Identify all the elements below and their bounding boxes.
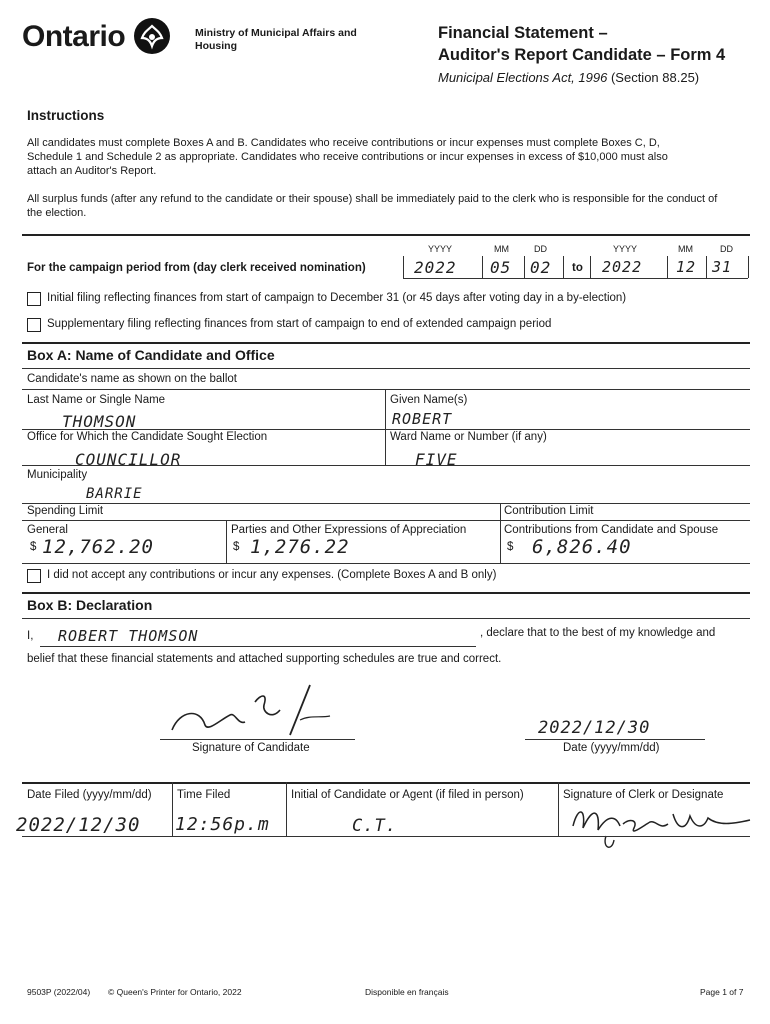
contrib-value[interactable]: 6,826.40 xyxy=(532,536,632,558)
general-value[interactable]: 12,762.20 xyxy=(42,536,154,558)
form-code: 9503P (2022/04) xyxy=(27,987,91,997)
general-dollar: $ xyxy=(30,541,37,553)
ontario-logo xyxy=(22,20,125,60)
supplementary-filing-checkbox[interactable] xyxy=(27,318,41,332)
ministry-name: Ministry of Municipal Affairs and Housing xyxy=(195,27,357,52)
parties-value[interactable]: 1,276.22 xyxy=(250,536,350,558)
page-number: Page 1 of 7 xyxy=(700,987,744,997)
period-to-dd-header: DD xyxy=(720,244,733,254)
period-to-yyyy-header: YYYY xyxy=(613,244,638,254)
form-subtitle xyxy=(438,70,699,85)
ward-value[interactable]: FIVE xyxy=(415,450,458,469)
period-to-day[interactable]: 31 xyxy=(712,258,733,276)
ward-label: Ward Name or Number (if any) xyxy=(390,431,547,443)
no-contributions-checkbox[interactable] xyxy=(27,569,41,583)
general-label: General xyxy=(27,524,68,536)
date-filed-label: Date Filed (yyyy/mm/dd) xyxy=(27,789,152,801)
initial-filing-label: Initial filing reflecting finances from start of campaign to December 31 (or 45 days after voting day in a by-election) xyxy=(47,292,627,304)
ballot-name-label: Candidate's name as shown on the ballot xyxy=(27,373,237,385)
period-to-mm-header: MM xyxy=(678,244,693,254)
divider xyxy=(22,234,750,236)
candidate-signature[interactable] xyxy=(160,680,360,740)
declaration-date[interactable]: 2022/12/30 xyxy=(538,718,651,738)
act-section: (Section 88.25) xyxy=(610,70,700,85)
contribution-limit-label: Contribution Limit xyxy=(504,505,594,517)
initial-label: Initial of Candidate or Agent (if filed in person) xyxy=(291,789,524,801)
parties-dollar: $ xyxy=(233,541,240,553)
municipality-label: Municipality xyxy=(27,469,88,481)
period-dd-header: DD xyxy=(534,244,547,254)
declarant-name[interactable]: ROBERT THOMSON xyxy=(58,627,199,645)
period-yyyy-header: YYYY xyxy=(428,244,453,254)
declaration-text: , declare that to the best of my knowledge and xyxy=(480,627,716,639)
form-title-line1: Financial Statement – xyxy=(438,24,608,42)
period-label: For the campaign period from (day clerk received nomination) xyxy=(27,262,366,274)
contrib-label: Contributions from Candidate and Spouse xyxy=(504,524,719,536)
last-name-value[interactable]: THOMSON xyxy=(62,412,137,431)
belief-text: belief that these financial statements and attached supporting schedules are true and correct. xyxy=(27,653,502,665)
declaration-i: I, xyxy=(27,630,34,642)
act-name: Municipal Elections Act, 1996 xyxy=(438,70,608,85)
office-label: Office for Which the Candidate Sought Election xyxy=(27,431,268,443)
form-title-line2: Auditor's Report Candidate – Form 4 xyxy=(438,46,726,64)
spending-limit-label: Spending Limit xyxy=(27,505,104,517)
box-a-heading: Box A: Name of Candidate and Office xyxy=(27,347,275,363)
municipality-value[interactable]: BARRIE xyxy=(86,486,143,502)
instructions-heading: Instructions xyxy=(27,108,105,123)
time-filed-value[interactable]: 12:56p.m xyxy=(175,814,270,835)
french-availability: Disponible en français xyxy=(365,987,449,997)
clerk-signature-label: Signature of Clerk or Designate xyxy=(563,789,724,801)
period-from-month[interactable]: 05 xyxy=(490,258,512,277)
supplementary-filing-label: Supplementary filing reflecting finances from start of campaign to end of extended campaign period xyxy=(47,318,552,330)
period-to-label: to xyxy=(572,262,583,274)
instructions-para-1: All candidates must complete Boxes A and B. Candidates who receive contributions or incur expenses must complete Boxes C, D, Schedule 1 and Schedule 2 as appropriate. Candidates who receive contributions or incur expenses in excess of $10,000 must also attach an Auditor's Report. xyxy=(27,137,668,177)
declaration-date-label: Date (yyyy/mm/dd) xyxy=(563,742,660,754)
time-filed-label: Time Filed xyxy=(177,789,231,801)
clerk-signature[interactable] xyxy=(568,796,758,854)
period-to-month[interactable]: 12 xyxy=(676,258,697,276)
office-value[interactable]: COUNCILLOR xyxy=(75,450,182,469)
given-name-value[interactable]: ROBERT xyxy=(392,410,453,428)
parties-label: Parties and Other Expressions of Appreciation xyxy=(231,524,467,536)
period-from-year[interactable]: 2022 xyxy=(414,258,457,277)
trillium-icon xyxy=(134,18,170,54)
signature-label: Signature of Candidate xyxy=(192,742,310,754)
no-contributions-label: I did not accept any contributions or incur any expenses. (Complete Boxes A and B only) xyxy=(47,569,497,581)
initial-value[interactable]: C.T. xyxy=(352,816,397,836)
last-name-label: Last Name or Single Name xyxy=(27,394,166,406)
period-from-day[interactable]: 02 xyxy=(530,258,552,277)
copyright: © Queen's Printer for Ontario, 2022 xyxy=(108,987,242,997)
contrib-dollar: $ xyxy=(507,541,514,553)
period-to-year[interactable]: 2022 xyxy=(602,258,643,276)
given-name-label: Given Name(s) xyxy=(390,394,468,406)
instructions-para-2: All surplus funds (after any refund to the candidate or their spouse) shall be immediately paid to the clerk who is responsible for the conduct of the election. xyxy=(27,193,718,219)
date-filed-value[interactable]: 2022/12/30 xyxy=(16,814,141,836)
ontario-wordmark: Ontario xyxy=(22,20,126,53)
box-b-heading: Box B: Declaration xyxy=(27,597,153,613)
period-mm-header: MM xyxy=(494,244,509,254)
initial-filing-checkbox[interactable] xyxy=(27,292,41,306)
